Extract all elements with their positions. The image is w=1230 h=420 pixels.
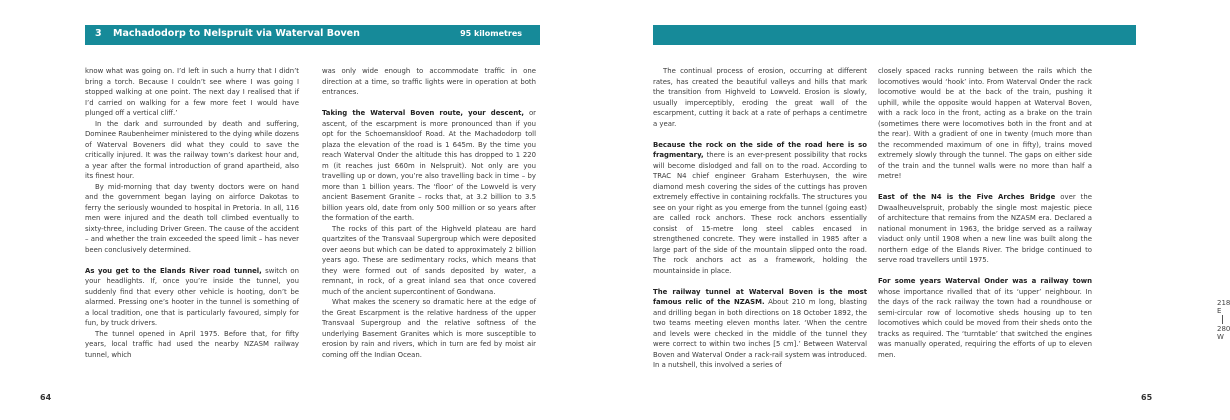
paragraph bbox=[878, 276, 1092, 360]
paragraph bbox=[878, 192, 1092, 266]
chapter-distance: 95 kilometres bbox=[460, 29, 522, 38]
paragraph-text: About 210 m long, blasting and drilling began in both directions on 18 October 1892, the two teams meeting eleven months later. ‘When the centre and levels were checked in the middle of the tunnel they were correct to within two inches [5 cm].’ Between Waterval Boven and Waterval Onder a rack-rail system was introduced. In a nutshell, this involved a series of bbox=[653, 298, 867, 369]
chapter-title: Machadodorp to Nelspruit via Waterval Boven bbox=[113, 28, 360, 39]
gps-west: 280 W bbox=[1217, 325, 1230, 341]
paragraph: was only wide enough to accommodate traffic in one direction at a time, so traffic lights were in operation at both entrances. bbox=[322, 67, 536, 96]
gps-coordinates bbox=[1217, 299, 1230, 341]
paragraph-lead: East of the N4 is the Five Arches Bridge bbox=[878, 193, 1056, 201]
divider bbox=[1222, 315, 1223, 324]
paragraph-text: whose importance rivalled that of its ‘upper’ neighbour. In the days of the rack railway the town had a roundhouse or semi-circular row of locomotive sheds housing up to ten locomotives which could be moved from their sheds onto the tracks as required. The ‘turntable’ that switched the engines was manually operated, requiring the efforts of up to eleven men. bbox=[878, 287, 1092, 359]
paragraph: The tunnel opened in April 1975. Before that, for fifty years, local traffic had used the nearby NZASM railway tunnel, which bbox=[85, 329, 299, 359]
paragraph-lead: For some years Waterval Onder was a railway town bbox=[878, 277, 1092, 285]
paragraph-lead: Because the rock on the side of the road here is so fragmentary, bbox=[653, 140, 867, 159]
paragraph: By mid-morning that day twenty doctors were on hand and the government began laying on airforce Dakotas to ferry the seriously wounded to hospital in Pretoria. In all, 116 men were injured and the death toll climbed eventually to sixty-three, including Driver Green. The cause of the accident – and whether the train exceeded the speed limit – has never been conclusively determined. bbox=[85, 182, 299, 254]
paragraph-text: there is an ever-present possibility that rocks will become dislodged and fall on to the road. According to TRAC N4 chief engineer Graham Esterhuysen, the wire diamond mesh covering the sides of the cuttings has proven extremely effective in containing rockfalls. The structures you see on your right as you emerge from the tunnel (going east) are called rock anchors. These rock anchors essentially consist of 15-metre long steel cables encased in strengthened concrete. They were installed in 1985 after a large part of the side of the mountain slipped onto the road. The rock anchors act as a framework, holding the mountainside in place. bbox=[653, 151, 867, 275]
paragraph: closely spaced racks running between the rails which the locomotives would ‘hook’ into. From Waterval Onder the rack locomotive would be at the back of the train, pushing it uphill, while the opposite would happen at Waterval Boven, with a rack loco in the front, acting as a brake on the train (sometimes there were locomotives both in the front and at the rear). With a gradient of one in twenty (much more than the recommended maximum of one in fifty), trains moved extremely slowly through the tunnel. The gaps on either side of the train and the tunnel walls were no more than half a metre! bbox=[878, 67, 1092, 180]
paragraph bbox=[653, 140, 867, 277]
chapter-banner bbox=[85, 25, 540, 45]
paragraph-text: switch on your headlights. If, once you’re inside the tunnel, you suddenly find that every other vehicle is hooting, don’t be alarmed. Pressing one’s hooter in the tunnel is something of a local tradition, one that is particularly favoured, simply for fun, by truck drivers. bbox=[85, 266, 299, 327]
page-number: 65 bbox=[1141, 393, 1153, 402]
right-column-1 bbox=[653, 66, 867, 371]
paragraph bbox=[322, 108, 536, 224]
right-page bbox=[596, 0, 1230, 420]
chapter-number: 3 bbox=[95, 28, 102, 39]
paragraph: The rocks of this part of the Highveld plateau are hard quartzites of the Transvaal Supergroup which were deposited over aeons but which can be dated to approximately 2 billion years ago. These are sedimentary rocks, which means that they were formed out of sands deposited by water, a remnant, in rock, of a great inland sea that once covered much of the ancient supercontinent of Gondwana. bbox=[322, 224, 536, 296]
paragraph bbox=[653, 287, 867, 371]
right-column-2 bbox=[878, 66, 1092, 360]
paragraph bbox=[85, 266, 299, 329]
left-column-1 bbox=[85, 66, 299, 360]
left-page bbox=[0, 0, 595, 420]
paragraph: The continual process of erosion, occurring at different rates, has created the beautiful valleys and hills that mark the transition from Highveld to Lowveld. Erosion is slowly, usually imperceptibly, eroding the great wall of the escarpment, cutting it back at a rate of perhaps a centimetre a year. bbox=[653, 67, 867, 128]
paragraph: In the dark and surrounded by death and suffering, Dominee Raubenheimer ministered to the dying while dozens of Waterval Boveners did what they could to save the critically injured. It was the railway town’s darkest hour and, a year after the formal introduction of grand apartheid, also its finest hour. bbox=[85, 119, 299, 180]
paragraph-text: over the Dwaalheuvelspruit, probably the single most majestic piece of architecture that remains from the NZASM era. Declared a national monument in 1963, the bridge served as a railway viaduct only until 1908 when a new line was built along the northern edge of the Elands River. The bridge continued to serve road travellers until 1975. bbox=[878, 193, 1092, 264]
paragraph-lead: As you get to the Elands River road tunnel, bbox=[85, 266, 262, 275]
paragraph: What makes the scenery so dramatic here at the edge of the Great Escarpment is the relative hardness of the upper Transvaal Supergroup and the relative softness of the underlying Basement Granites which is more susceptible to erosion by rain and rivers, which in turn are fed by moist air coming off the Indian Ocean. bbox=[322, 298, 536, 359]
paragraph-lead: Taking the Waterval Boven route, your descent, bbox=[322, 109, 525, 117]
paragraph: know what was going on. I’d left in such a hurry that I didn’t bring a torch. Because I couldn’t see where I was going I stopped walking at one point. The next day I realised that if I’d carried on walking for a few more feet I would have plunged off a vertical cliff.’ bbox=[85, 67, 299, 117]
left-column-2 bbox=[322, 66, 536, 360]
gps-east: 218 E bbox=[1217, 299, 1230, 315]
paragraph-text: or ascent, of the escarpment is more pronounced than if you opt for the Schoemanskloof Road. At the Machadodorp toll plaza the elevation of the road is 1 645m. By the time you reach Waterval Onder the altitude this has dropped to 1 220 m (it reaches just 660m in Nelspruit). Not only are you travelling up or down, you’re also travelling back in time – by more than 1 billion years. The ‘floor’ of the Lowveld is very ancient Basement Granite – rocks that, at 3.2 billion to 3.5 billion years old, date from only 500 million or so years after the formation of the earth. bbox=[322, 109, 536, 222]
paragraph-lead: The railway tunnel at Waterval Boven is the most famous relic of the NZASM. bbox=[653, 287, 867, 306]
chapter-banner bbox=[653, 25, 1136, 45]
page-number: 64 bbox=[40, 393, 52, 402]
